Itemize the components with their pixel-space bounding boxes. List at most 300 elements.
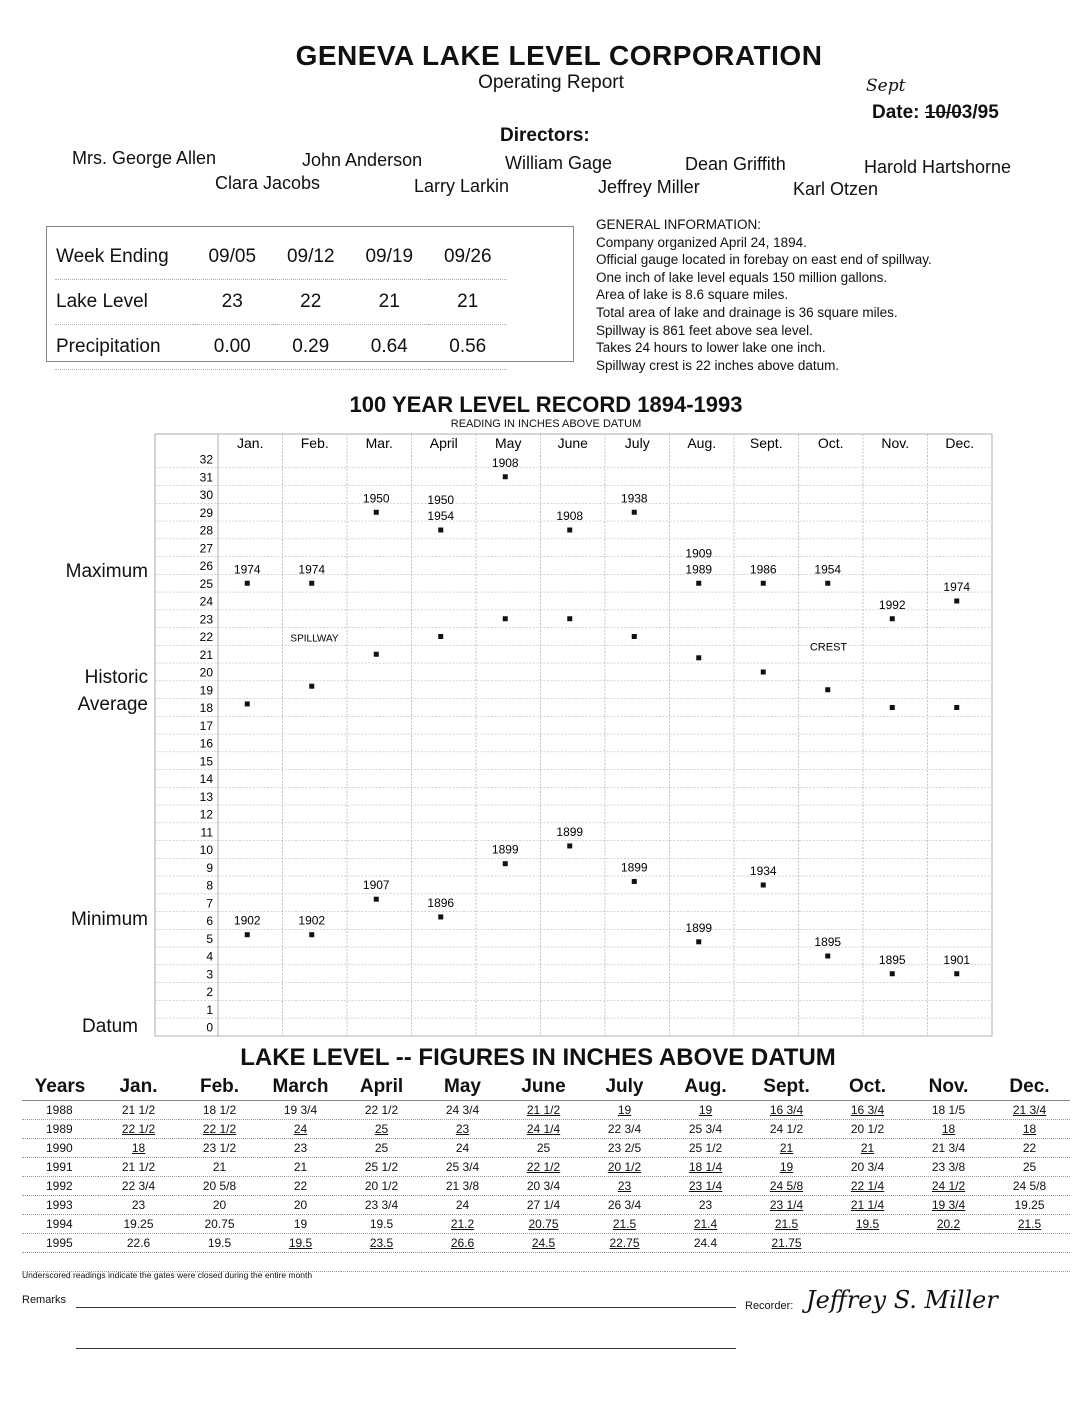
point-year-label: 1902: [233, 913, 261, 928]
data-point-minimum: [890, 971, 895, 976]
year-cell: 1988: [22, 1101, 98, 1120]
weekly-cell: 0.29: [272, 325, 351, 370]
level-cell: 22 1/2: [98, 1120, 179, 1139]
level-cell: 20: [260, 1196, 341, 1215]
month-header: June: [557, 435, 588, 451]
level-cell: 21: [746, 1139, 827, 1158]
column-header: May: [422, 1074, 503, 1101]
level-cell: 27 1/4: [503, 1196, 584, 1215]
point-year-label: 1895: [878, 952, 906, 967]
month-header: Feb.: [300, 435, 329, 451]
weekly-label: Lake Level: [55, 280, 193, 325]
table-row: [22, 1158, 1070, 1177]
level-cell: 18: [989, 1120, 1070, 1139]
data-point-historic-average: [374, 652, 379, 657]
data-point-minimum: [374, 897, 379, 902]
month-header: Mar.: [365, 435, 393, 451]
level-cell: [827, 1234, 908, 1253]
month-header: Sept.: [749, 435, 783, 451]
level-cell: 21 1/2: [98, 1158, 179, 1177]
empty-cell: [422, 1253, 503, 1272]
column-header: March: [260, 1074, 341, 1101]
row-label-datum: Datum: [82, 1016, 138, 1037]
y-tick-label: 15: [199, 754, 213, 769]
data-point-maximum: [761, 581, 766, 586]
level-cell: 18: [908, 1120, 989, 1139]
data-point-minimum: [761, 883, 766, 888]
level-cell: 21.2: [422, 1215, 503, 1234]
level-cell: 23: [260, 1139, 341, 1158]
report-title: GENEVA LAKE LEVEL CORPORATION: [295, 40, 823, 71]
level-cell: 19: [260, 1215, 341, 1234]
empty-cell: [989, 1253, 1070, 1272]
y-tick-label: 2: [206, 985, 213, 999]
chart-subtitle: READING IN INCHES ABOVE DATUM: [450, 418, 642, 430]
empty-cell: [22, 1253, 98, 1272]
y-tick-label: 31: [199, 470, 213, 485]
lake-table-header: [22, 1074, 1070, 1101]
level-cell: 26.6: [422, 1234, 503, 1253]
weekly-cell: 21: [429, 280, 508, 325]
weekly-cell: 09/05: [193, 235, 272, 280]
y-tick-label: 12: [199, 807, 213, 822]
level-cell: 21 1/2: [98, 1101, 179, 1120]
y-tick-label: 17: [199, 718, 213, 733]
level-cell: 21.5: [746, 1215, 827, 1234]
data-point-minimum: [309, 932, 314, 937]
y-tick-label: 8: [206, 878, 213, 893]
level-cell: 24.4: [665, 1234, 746, 1253]
level-cell: 21.75: [746, 1234, 827, 1253]
month-header: Nov.: [881, 435, 910, 451]
point-year-label: 1895: [814, 935, 842, 949]
data-point-historic-average: [696, 655, 701, 660]
general-info-line: Total area of lake and drainage is 36 square miles.: [596, 304, 898, 320]
table-row: [22, 1139, 1070, 1158]
data-point-historic-average: [438, 634, 443, 639]
point-year-label: 1907: [362, 878, 390, 893]
point-year-label: 1950: [362, 491, 390, 506]
data-point-minimum: [632, 879, 637, 884]
data-point-historic-average: [309, 684, 314, 689]
y-tick-label: 19: [199, 683, 213, 698]
year-cell: 1989: [22, 1120, 98, 1139]
data-point-historic-average: [503, 616, 508, 621]
level-cell: 19: [746, 1158, 827, 1177]
level-cell: 23 1/4: [665, 1177, 746, 1196]
director-name: Harold Hartshorne: [864, 157, 1012, 177]
spillway-annotation: SPILLWAY: [290, 633, 339, 645]
year-cell: 1994: [22, 1215, 98, 1234]
empty-cell: [665, 1253, 746, 1272]
y-tick-label: 28: [199, 523, 213, 538]
empty-cell: [584, 1253, 665, 1272]
remarks-line: [76, 1307, 736, 1308]
y-tick-label: 5: [206, 931, 213, 946]
underscore-note: Underscored readings indicate the gates were closed during the entire month: [22, 1270, 313, 1280]
level-cell: 16 3/4: [746, 1101, 827, 1120]
weekly-label: Week Ending: [55, 235, 193, 280]
year-cell: 1995: [22, 1234, 98, 1253]
general-info-line: Company organized April 24, 1894.: [596, 234, 807, 250]
data-point-minimum: [696, 939, 701, 944]
data-point-maximum: [374, 510, 379, 515]
column-header: Feb.: [179, 1074, 260, 1101]
chart-title: 100 YEAR LEVEL RECORD 1894-1993: [349, 392, 743, 417]
data-point-historic-average: [761, 670, 766, 675]
column-header: Nov.: [908, 1074, 989, 1101]
data-point-minimum: [438, 914, 443, 919]
month-header: Jan.: [237, 435, 264, 451]
level-cell: 22 1/2: [179, 1120, 260, 1139]
level-cell: 23: [584, 1177, 665, 1196]
lake-level-table: [22, 1074, 1070, 1270]
level-cell: 23: [665, 1196, 746, 1215]
director-name: Mrs. George Allen: [72, 148, 217, 168]
data-point-maximum: [696, 581, 701, 586]
table-row: [22, 1196, 1070, 1215]
data-point-minimum: [503, 861, 508, 866]
general-info-line: One inch of lake level equals 150 million gallons.: [596, 269, 888, 285]
y-tick-label: 10: [199, 843, 213, 857]
y-tick-label: 23: [199, 612, 213, 627]
column-header: Sept.: [746, 1074, 827, 1101]
point-year-label: 1954: [427, 509, 455, 523]
data-point-maximum: [825, 581, 830, 586]
level-cell: 20 5/8: [179, 1177, 260, 1196]
recorder-label: Recorder:: [745, 1300, 794, 1312]
level-cell: 20 1/2: [827, 1120, 908, 1139]
level-cell: 21 1/4: [827, 1196, 908, 1215]
empty-cell: [503, 1253, 584, 1272]
level-cell: 23 1/2: [179, 1139, 260, 1158]
level-cell: 21: [827, 1139, 908, 1158]
crest-annotation: CREST: [809, 641, 848, 654]
general-info-line: Takes 24 hours to lower lake one inch.: [596, 340, 826, 356]
level-cell: 24: [422, 1196, 503, 1215]
y-tick-label: 1: [206, 1002, 213, 1017]
data-point-minimum: [825, 954, 830, 959]
level-cell: 24 1/2: [908, 1177, 989, 1196]
report-subtitle: Operating Report: [478, 72, 624, 93]
level-cell: 25: [989, 1158, 1070, 1177]
level-cell: 20 1/2: [341, 1177, 422, 1196]
level-cell: 19.25: [989, 1196, 1070, 1215]
level-cell: 24 5/8: [746, 1177, 827, 1196]
general-info-line: Official gauge located in forebay on east end of spillway.: [596, 252, 932, 268]
y-tick-label: 4: [206, 949, 213, 964]
level-cell: 19 3/4: [908, 1196, 989, 1215]
point-year-label: 1938: [620, 491, 648, 506]
column-header: Oct.: [827, 1074, 908, 1101]
point-year-label: 1954: [814, 562, 842, 577]
handwritten-month: Sept: [866, 76, 906, 96]
year-cell: 1993: [22, 1196, 98, 1215]
data-point-maximum: [438, 528, 443, 533]
weekly-cell: 09/12: [272, 235, 351, 280]
level-cell: 25 1/2: [341, 1158, 422, 1177]
y-tick-label: 24: [199, 594, 213, 609]
month-header: April: [429, 435, 458, 451]
year-cell: 1990: [22, 1139, 98, 1158]
column-header: July: [584, 1074, 665, 1101]
month-header: Oct.: [817, 435, 844, 451]
year-cell: 1992: [22, 1177, 98, 1196]
empty-cell: [827, 1253, 908, 1272]
level-cell: 19.5: [827, 1215, 908, 1234]
y-tick-label: 27: [199, 541, 213, 556]
point-year-label: 1902: [298, 913, 326, 928]
y-tick-label: 21: [199, 647, 213, 662]
row-label-average: Average: [77, 694, 148, 715]
level-cell: 21: [260, 1158, 341, 1177]
date-struck: 10/0: [924, 102, 962, 123]
level-cell: 23 3/4: [341, 1196, 422, 1215]
row-label-historic: Historic: [84, 667, 148, 688]
column-header: Dec.: [989, 1074, 1070, 1101]
level-cell: 18: [98, 1139, 179, 1158]
director-name: Jeffrey Miller: [598, 177, 700, 197]
level-cell: [989, 1234, 1070, 1253]
empty-cell: [98, 1253, 179, 1272]
point-year-label: 1974: [233, 562, 261, 577]
y-tick-label: 0: [206, 1020, 213, 1035]
point-year-label: 1909: [685, 546, 713, 561]
level-cell: 23: [422, 1120, 503, 1139]
y-tick-label: 22: [199, 630, 213, 644]
level-cell: 25: [341, 1120, 422, 1139]
level-cell: 25: [341, 1139, 422, 1158]
level-cell: 20 3/4: [503, 1177, 584, 1196]
data-point-minimum: [567, 843, 572, 848]
general-info-line: Spillway is 861 feet above sea level.: [596, 322, 813, 338]
level-cell: 22 3/4: [98, 1177, 179, 1196]
weekly-cell: 0.00: [193, 325, 272, 370]
data-point-historic-average: [825, 687, 830, 692]
level-cell: 21: [179, 1158, 260, 1177]
point-year-label: 1989: [685, 562, 713, 577]
level-cell: 19: [665, 1101, 746, 1120]
data-point-maximum: [954, 599, 959, 604]
directors-heading: Directors:: [500, 125, 590, 146]
level-cell: 16 3/4: [827, 1101, 908, 1120]
weekly-cell: 22: [272, 280, 351, 325]
date-label: Date:: [872, 102, 920, 123]
director-name: Dean Griffith: [685, 154, 786, 174]
y-tick-label: 18: [199, 701, 213, 715]
director-name: Larry Larkin: [414, 176, 510, 196]
level-cell: 23 1/4: [746, 1196, 827, 1215]
data-point-historic-average: [632, 634, 637, 639]
lake-table-title: LAKE LEVEL -- FIGURES IN INCHES ABOVE DATUM: [240, 1044, 836, 1071]
point-year-label: 1986: [749, 562, 777, 577]
level-cell: 25 1/2: [665, 1139, 746, 1158]
level-cell: 20.75: [503, 1215, 584, 1234]
level-cell: 22 1/2: [503, 1158, 584, 1177]
data-point-minimum: [954, 971, 959, 976]
general-info-line: Spillway crest is 22 inches above datum.: [596, 357, 840, 373]
table-row: [22, 1215, 1070, 1234]
point-year-label: 1950: [427, 493, 455, 507]
y-tick-label: 32: [199, 452, 213, 467]
level-cell: 22: [989, 1139, 1070, 1158]
level-cell: 22 1/4: [827, 1177, 908, 1196]
level-cell: 18 1/5: [908, 1101, 989, 1120]
y-tick-label: 25: [199, 576, 213, 591]
point-year-label: 1899: [620, 860, 648, 875]
level-cell: 24 1/2: [746, 1120, 827, 1139]
table-row: [22, 1101, 1070, 1120]
level-cell: 21 3/4: [989, 1101, 1070, 1120]
y-tick-label: 14: [199, 772, 213, 786]
empty-cell: [908, 1253, 989, 1272]
data-point-historic-average: [567, 616, 572, 621]
year-cell: 1991: [22, 1158, 98, 1177]
level-cell: 25: [503, 1139, 584, 1158]
weekly-cell: 0.64: [350, 325, 429, 370]
table-row: [22, 1177, 1070, 1196]
director-name: Clara Jacobs: [215, 173, 321, 193]
weekly-cell: 0.56: [429, 325, 508, 370]
point-year-label: 1899: [491, 842, 519, 857]
level-cell: 19 3/4: [260, 1101, 341, 1120]
level-cell: 24.5: [503, 1234, 584, 1253]
level-cell: 21 1/2: [503, 1101, 584, 1120]
recorder-signature: Jeffrey S. Miller: [806, 1286, 998, 1314]
column-header: April: [341, 1074, 422, 1101]
month-header: Aug.: [687, 435, 717, 451]
y-tick-label: 7: [206, 896, 213, 911]
point-year-label: 1908: [491, 455, 519, 470]
row-label-minimum: Minimum: [70, 909, 148, 930]
month-header: Dec.: [945, 435, 975, 451]
weekly-label: Precipitation: [55, 325, 193, 370]
data-point-maximum: [890, 616, 895, 621]
data-point-historic-average: [954, 705, 959, 710]
y-tick-label: 11: [200, 825, 213, 840]
column-header: Jan.: [98, 1074, 179, 1101]
table-row: [22, 1120, 1070, 1139]
date-rest: 3/95: [961, 102, 999, 123]
level-cell: 24: [260, 1120, 341, 1139]
general-info-line: Area of lake is 8.6 square miles.: [596, 287, 789, 303]
empty-cell: [746, 1253, 827, 1272]
level-cell: 18 1/2: [179, 1101, 260, 1120]
point-year-label: 1934: [749, 864, 777, 878]
column-header: June: [503, 1074, 584, 1101]
empty-cell: [179, 1253, 260, 1272]
level-cell: 20.2: [908, 1215, 989, 1234]
y-tick-label: 26: [199, 559, 213, 573]
y-tick-label: 29: [199, 505, 213, 520]
point-year-label: 1974: [298, 562, 326, 577]
data-point-maximum: [567, 528, 572, 533]
level-cell: 20 3/4: [827, 1158, 908, 1177]
month-header: May: [495, 435, 522, 451]
level-cell: 24: [422, 1139, 503, 1158]
level-cell: 21.5: [584, 1215, 665, 1234]
level-cell: 24 1/4: [503, 1120, 584, 1139]
data-point-minimum: [245, 932, 250, 937]
point-year-label: 1974: [943, 580, 971, 594]
director-name: William Gage: [505, 153, 613, 173]
data-point-historic-average: [890, 705, 895, 710]
empty-cell: [341, 1253, 422, 1272]
remarks-line-2: [76, 1348, 736, 1349]
level-cell: 21 3/4: [908, 1139, 989, 1158]
point-year-label: 1908: [556, 509, 584, 523]
level-cell: 23.5: [341, 1234, 422, 1253]
weekly-cell: 09/19: [350, 235, 429, 280]
level-cell: 22.6: [98, 1234, 179, 1253]
point-year-label: 1899: [685, 920, 713, 935]
level-cell: 19.25: [98, 1215, 179, 1234]
level-cell: 23: [98, 1196, 179, 1215]
column-header: Years: [22, 1074, 98, 1101]
data-point-maximum: [309, 581, 314, 586]
weekly-cell: 23: [193, 280, 272, 325]
y-tick-label: 20: [199, 665, 213, 680]
level-cell: 26 3/4: [584, 1196, 665, 1215]
level-cell: [908, 1234, 989, 1253]
level-cell: 19.5: [341, 1215, 422, 1234]
level-cell: 25 3/4: [665, 1120, 746, 1139]
weekly-cell: 09/26: [429, 235, 508, 280]
row-label-maximum: Maximum: [65, 561, 148, 582]
empty-cell: [260, 1253, 341, 1272]
level-cell: 20: [179, 1196, 260, 1215]
level-cell: 21 3/8: [422, 1177, 503, 1196]
level-cell: 22.75: [584, 1234, 665, 1253]
director-name: Karl Otzen: [793, 179, 879, 199]
level-cell: 24 5/8: [989, 1177, 1070, 1196]
level-cell: 18 1/4: [665, 1158, 746, 1177]
level-cell: 22 1/2: [341, 1101, 422, 1120]
y-tick-label: 16: [199, 736, 213, 751]
level-cell: 19.5: [260, 1234, 341, 1253]
y-tick-label: 3: [206, 967, 213, 982]
level-cell: 23 2/5: [584, 1139, 665, 1158]
y-tick-label: 6: [206, 914, 213, 928]
level-cell: 24 3/4: [422, 1101, 503, 1120]
level-cell: 22: [260, 1177, 341, 1196]
general-info-heading: GENERAL INFORMATION:: [596, 217, 762, 232]
data-point-maximum: [503, 474, 508, 479]
weekly-cell: 21: [350, 280, 429, 325]
data-point-historic-average: [245, 701, 250, 706]
level-cell: 20.75: [179, 1215, 260, 1234]
point-year-label: 1901: [943, 952, 971, 967]
level-cell: 19.5: [179, 1234, 260, 1253]
data-point-maximum: [632, 510, 637, 515]
level-cell: 21.4: [665, 1215, 746, 1234]
point-year-label: 1896: [427, 895, 455, 910]
level-cell: 19: [584, 1101, 665, 1120]
table-row: [22, 1234, 1070, 1253]
remarks-label: Remarks: [22, 1294, 67, 1306]
month-header: July: [624, 435, 650, 451]
point-year-label: 1992: [878, 597, 906, 612]
table-row-empty: [22, 1253, 1070, 1272]
level-cell: 21.5: [989, 1215, 1070, 1234]
point-year-label: 1899: [556, 824, 584, 839]
director-name: John Anderson: [302, 150, 423, 170]
y-tick-label: 13: [199, 789, 213, 804]
y-tick-label: 30: [199, 488, 213, 502]
chart-frame: [155, 434, 992, 1036]
data-point-maximum: [245, 581, 250, 586]
level-cell: 23 3/8: [908, 1158, 989, 1177]
